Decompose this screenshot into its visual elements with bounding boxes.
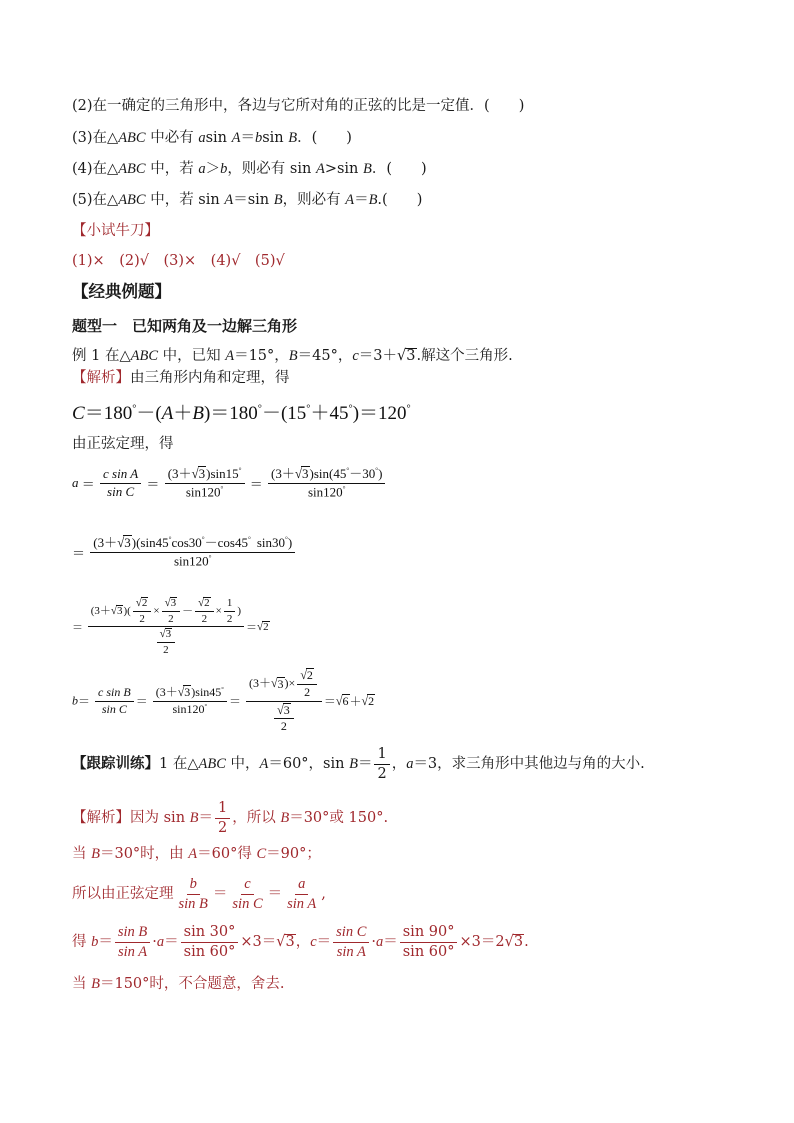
two: 2 [377,765,387,782]
s2-l5-text: ＝150°时，不合题意，舍去. [99,976,285,992]
item-3-end: ．( ) [297,130,352,146]
num-sqrt: 3 [302,466,309,481]
type-heading: 题型一 已知两角及一边解三角形 [72,317,298,335]
s2-l1-end: ＝30°或 150°. [289,810,389,827]
num-sqrt: 3 [116,604,123,617]
num-end: ) [378,466,383,481]
num-pre: (3＋ [248,675,271,690]
equation-a-line3: ＝ (3＋√3)( $\frac{√2}{2}$ × $\frac{√3}{2}$ － $\frac{√2}{2}$ × $\frac{1}{2}$ ) $\frac{√3}{2}$ ＝√2 [72,596,269,656]
s2-l4-pre: 得 [72,934,92,950]
den-120: sin120 [172,702,205,717]
frac-num: sin 30° [181,924,239,943]
frac-b-sinB [176,876,211,912]
num-post: )( [123,604,131,617]
frac-den: sin A [287,895,317,912]
frac-den: sin A [117,943,148,960]
frac-csinA-sinC [100,467,141,500]
frac-c-sinC [229,876,265,912]
item-3-sin: sin [205,130,232,146]
s2-B: B [189,810,199,827]
item-4-B: B [363,161,372,177]
eq-C-180b: )＝180 [203,403,258,424]
s2-l2-a: ＝30°时，由 [99,846,189,862]
item-3-b: b [254,130,263,146]
s2-l2-A: A [188,846,198,862]
inner-frac-r3: $\frac{√3}{2}$ [162,597,181,625]
r2: 2 [141,597,148,609]
eq-C-180: ＝180 [84,403,133,424]
s2-l3-pre: 所以由正弦定理 [72,886,174,902]
example-1-c: c [352,348,359,364]
frac-den: sin 60° [402,943,455,960]
example-1-mid: 中，已知 [158,348,226,364]
example-1-A-val: ＝15°， [234,348,289,364]
followup-A: A [259,756,269,773]
result-b-plus: ＋ [349,694,362,709]
frac-step4: (3＋√3)( $\frac{√2}{2}$ × $\frac{√3}{2}$ － $\frac{√2}{2}$ × $\frac{1}{2}$ ) $\frac{√3}{2}$ [88,597,244,657]
eq-C-120: )＝120 [352,403,407,424]
s2-B2: B [280,810,290,827]
followup-eq: ＝ [357,756,373,773]
eq: ＝ [212,886,228,902]
degree-mark: ° [306,403,311,415]
num-sqrt: 3 [124,535,131,550]
item-5-prefix: (5)在△ [72,192,119,208]
followup-a: a [406,756,414,773]
eq-C-minus: －( [136,403,162,424]
item-3-eq: ＝ [240,130,255,146]
s2-l5-B: B [91,976,100,992]
sqrt-symbol: √ [397,347,407,365]
num-cos30: cos30 [171,535,202,550]
item-2-text: (2)在一确定的三角形中，各边与它所对角的正弦的比是一定值．( ) [72,98,525,114]
num-sqrt: 3 [198,466,206,481]
r2: 2 [204,597,210,609]
eq-C-var: C [72,403,85,424]
solution-2-line4: 得 b＝ $\frac{\text{sin B}}{\text{sin A}}$ ·a＝ $\frac{\sin 30^\circ}{\sin 60^\circ}$ ×3＝√3，c＝ $\frac{\text{sin C}}{\text{sin A}}$ ·a＝ $\frac{\sin 90^\circ}{\sin 60^\circ}$ ×3＝2√3. [72,923,529,960]
item-3-mid: 中必有 [145,130,199,146]
item-5-B2: B [368,192,378,208]
item-3-A: A [231,130,241,146]
s2-l4-b: b [91,934,99,950]
item-3-abc: ABC [118,130,146,146]
one: 1 [215,800,230,819]
frac-half [215,800,230,836]
frac-step2: $\frac{(3+√3)\sin(45^\circ-30^\circ)}{\sin 120^\circ}$ [268,466,385,500]
close: ) [237,604,242,617]
s2-l4-a2: a [375,934,384,950]
frac-half [374,746,389,782]
period: . [524,934,529,950]
frac-b-step2: (3＋√3)× $\frac{√2}{2}$ $\frac{√3}{2}$ [246,668,322,734]
item-4-mid2: ，则必有 sin [227,161,316,177]
followup-prefix: 1 在△ [159,756,199,773]
frac-a-sinA [284,876,319,912]
item-4-A: A [315,161,325,177]
den-120: sin120 [185,484,221,500]
item-5-mid: 中，若 sin [145,192,225,208]
num-minus: －cos45 [204,535,248,550]
followup-a-val: ＝3，求三角形中其他边与角的大小. [413,756,645,773]
item-4 [72,159,427,179]
followup-exercise [72,746,645,782]
frac-num: c [241,876,253,895]
solution-2-label: 【解析】 [72,810,130,827]
s2-l2-c: ＝90°； [266,846,321,862]
frac-csinB-sinC [95,686,134,717]
num-post: )× [284,675,296,690]
item-4-prefix: (4)在△ [72,161,119,177]
item-5 [72,190,422,210]
r3: 3 [283,702,290,717]
num-end: ) [287,535,293,550]
sqrt-3: 3 [285,933,295,950]
den-frac-r3: $\frac{√3}{2}$ [157,628,176,656]
item-4-mid: 中，若 [145,161,199,177]
frac-den: sin C [232,895,263,912]
inner-frac-r2b: $\frac{√2}{2}$ [195,597,214,625]
practice-answers: (1)× (2)√ (3)× (4)√ (5)√ [72,253,285,269]
r3: 3 [165,628,172,641]
num-pre: (3＋ [90,604,111,617]
num-pre: (3＋ [93,535,118,550]
two: 2 [304,684,311,699]
example-1-c-val: ＝3＋ [358,348,398,364]
frac-den: sin 60° [183,943,236,960]
num-pre: (3＋ [167,466,192,481]
item-5-end: .( ) [377,192,423,208]
frac-step1: $\frac{(3+√3)\sin 15^\circ}{\sin 120^\circ}$ [165,466,245,500]
s2-eq: ＝ [198,810,213,827]
example-1-A: A [225,348,235,364]
num-post: )sin(45 [309,466,347,481]
solution-2-line1 [72,800,388,836]
s2-l2-b: ＝60°得 [197,846,257,862]
frac-den: sin C [101,701,127,716]
num-pre: (3＋ [271,466,295,481]
num-post: )(sin45 [131,535,169,550]
item-3-a: a [198,130,206,146]
degree-mark: ° [132,403,137,415]
solution-1-sine-law: 由正弦定理，得 [72,436,174,452]
equation-a-line1: a ＝ $\frac{\text{c sin A}}{\text{sin C}}$ ＝ $\frac{(3+√3)\sin 15^\circ}{\sin 120^\circ}$ ＝ $\frac{(3+√3)\sin(45^\circ-30^\circ)}{\sin 120^\circ}$ [72,466,387,500]
two: 2 [201,612,208,625]
eq-C-15: －(15 [261,403,307,424]
solution-2-line2 [72,844,321,864]
frac-num: b [187,876,200,895]
s2-l4-a: a [156,934,165,950]
two: 2 [280,719,287,734]
eq-C-B: B [192,403,204,424]
frac-den: sin B [178,895,208,912]
r2: 2 [306,668,313,682]
example-1 [72,346,513,366]
result-b2: 2 [368,694,375,709]
two: 2 [168,612,174,625]
example-1-B-val: ＝45°， [297,348,353,364]
sqrt-3: 3 [513,933,524,950]
num-post: )sin15 [206,466,239,481]
frac-b-step1: $\frac{(3+√3)\sin 45^\circ}{\sin 120^\circ}$ [153,685,227,717]
frac-num: sin B [115,924,150,943]
num-post: )sin45 [191,685,222,700]
den-120: sin120 [173,553,209,569]
result-b1: 6 [342,694,349,709]
s2-l1-mid: ，所以 [232,810,281,827]
frac-step3: $\frac{(3+√3)(\sin 45^\circ\cos 30^\circ-\cos 45^\circ \sin 30^\circ)}{\sin 120^\circ}$ [90,535,295,569]
s2-l2-pre: 当 [72,846,92,862]
eq-C-plus: ＋ [173,403,193,424]
item-3-sin2: sin [262,130,289,146]
item-5-A: A [224,192,234,208]
s2-l5-pre: 当 [72,976,92,992]
frac-den: sin C [107,483,135,499]
item-3-prefix: (3)在△ [72,130,119,146]
degree-mark: ° [348,403,353,415]
solution-1-label: 【解析】 [72,370,130,386]
followup-abc: ABC [198,756,226,773]
num-sqrt: 3 [184,685,191,700]
s2-l3-end: , [321,886,326,902]
practice-label: 【小试牛刀】 [72,223,159,239]
two: 2 [139,612,145,625]
item-4-abc: ABC [118,161,146,177]
followup-mid: 中， [225,756,260,773]
eq-b-var: b [72,693,78,708]
times: × [153,604,160,617]
two: 2 [226,612,233,625]
eq: ＝ [98,934,113,950]
degree-mark: ° [406,403,411,415]
frac-den: sin A [336,943,366,960]
num-pre: (3＋ [155,685,178,700]
comma: ， [295,934,311,950]
result-a: 2 [263,620,269,633]
num-mid: －30 [349,466,376,481]
s2-l2-C: C [256,846,267,862]
one: 1 [224,597,236,612]
frac-sinB-sinA [115,924,150,960]
item-4-b: b [220,161,228,177]
inner-frac-r2: $\frac{√2}{2}$ [133,597,152,625]
den-120: sin120 [307,484,343,500]
eq: ＝ [383,934,398,950]
s2-l1-pre: 因为 sin [130,810,190,827]
item-3 [72,128,352,148]
solution-2-line3 [72,874,326,914]
eq-C-A: A [161,403,174,424]
minus: － [182,604,194,617]
eq: ＝ [267,886,283,902]
equation-a-line2: ＝ $\frac{(3+√3)(\sin 45^\circ\cos 30^\circ-\cos 45^\circ \sin 30^\circ)}{\sin 120^\circ}$ [72,535,297,569]
frac-num: a [295,876,308,895]
frac-sin90-sin60 [400,924,458,960]
item-4-end: ．( ) [371,161,427,177]
two: 2 [218,819,228,836]
equation-C [72,398,411,425]
frac-num: sin 90° [400,924,458,943]
eq: ＝ [164,934,179,950]
example-1-end: .解这个三角形. [416,348,513,364]
item-5-abc: ABC [118,192,146,208]
frac-sin30-sin60 [181,924,239,960]
item-5-eq2: ＝ [354,192,369,208]
frac-sinC-sinA [333,924,369,960]
dot: · [371,934,376,950]
item-2 [72,96,524,116]
inner-frac-half [224,597,236,625]
num-sqrt: 3 [277,677,284,691]
example-1-abc: ABC [130,348,158,364]
two: 2 [163,643,169,656]
r3: 3 [170,597,177,609]
item-4-a: a [198,161,206,177]
solution-1-text1: 由三角形内角和定理，得 [130,370,290,386]
times-3-result: ×3＝2 [459,934,505,950]
times: × [215,604,222,617]
eq-a-var: a [72,475,79,491]
item-5-A2: A [345,192,355,208]
item-4-gt: ＞ [205,161,221,177]
followup-label: 【跟踪训练】 [72,755,159,773]
followup-B: B [349,756,358,773]
solution-2-line5 [72,974,285,994]
frac-num: sin C [333,924,369,943]
item-3-B: B [288,130,298,146]
equation-b: b＝ $\frac{\text{c sin B}}{\text{sin C}}$ ＝ $\frac{(3+√3)\sin 45^\circ}{\sin 120^\circ}$ ＝ (3＋√3)× $\frac{√2}{2}$ $\frac{√3}{2}$ ＝√6＋√2 [72,667,375,734]
dot: · [152,934,157,950]
degree-mark: ° [257,403,262,415]
example-1-prefix: 例 1 在△ [72,348,131,364]
item-5-eq: ＝sin [233,192,274,208]
followup-A-val: ＝60°，sin [268,756,350,773]
followup-sep: ， [391,756,407,773]
eq-C-45: ＋45 [310,403,349,424]
one: 1 [374,746,389,765]
num-sin30: sin30 [256,535,286,550]
frac-num: c sin A [100,467,141,484]
example-1-sqrt3: 3 [406,348,416,364]
section-title: 【经典例题】 [72,282,171,301]
eq: ＝ [316,934,332,950]
example-1-B: B [288,348,298,364]
times-3: ×3＝ [240,934,277,950]
s2-l2-B: B [91,846,100,862]
solution-1-intro [72,368,290,388]
item-5-B: B [273,192,283,208]
item-5-mid2: ，则必有 [282,192,346,208]
item-4-gt2: >sin [324,161,363,177]
s2-l4-c: c [310,934,317,950]
frac-num: c sin B [95,686,134,702]
